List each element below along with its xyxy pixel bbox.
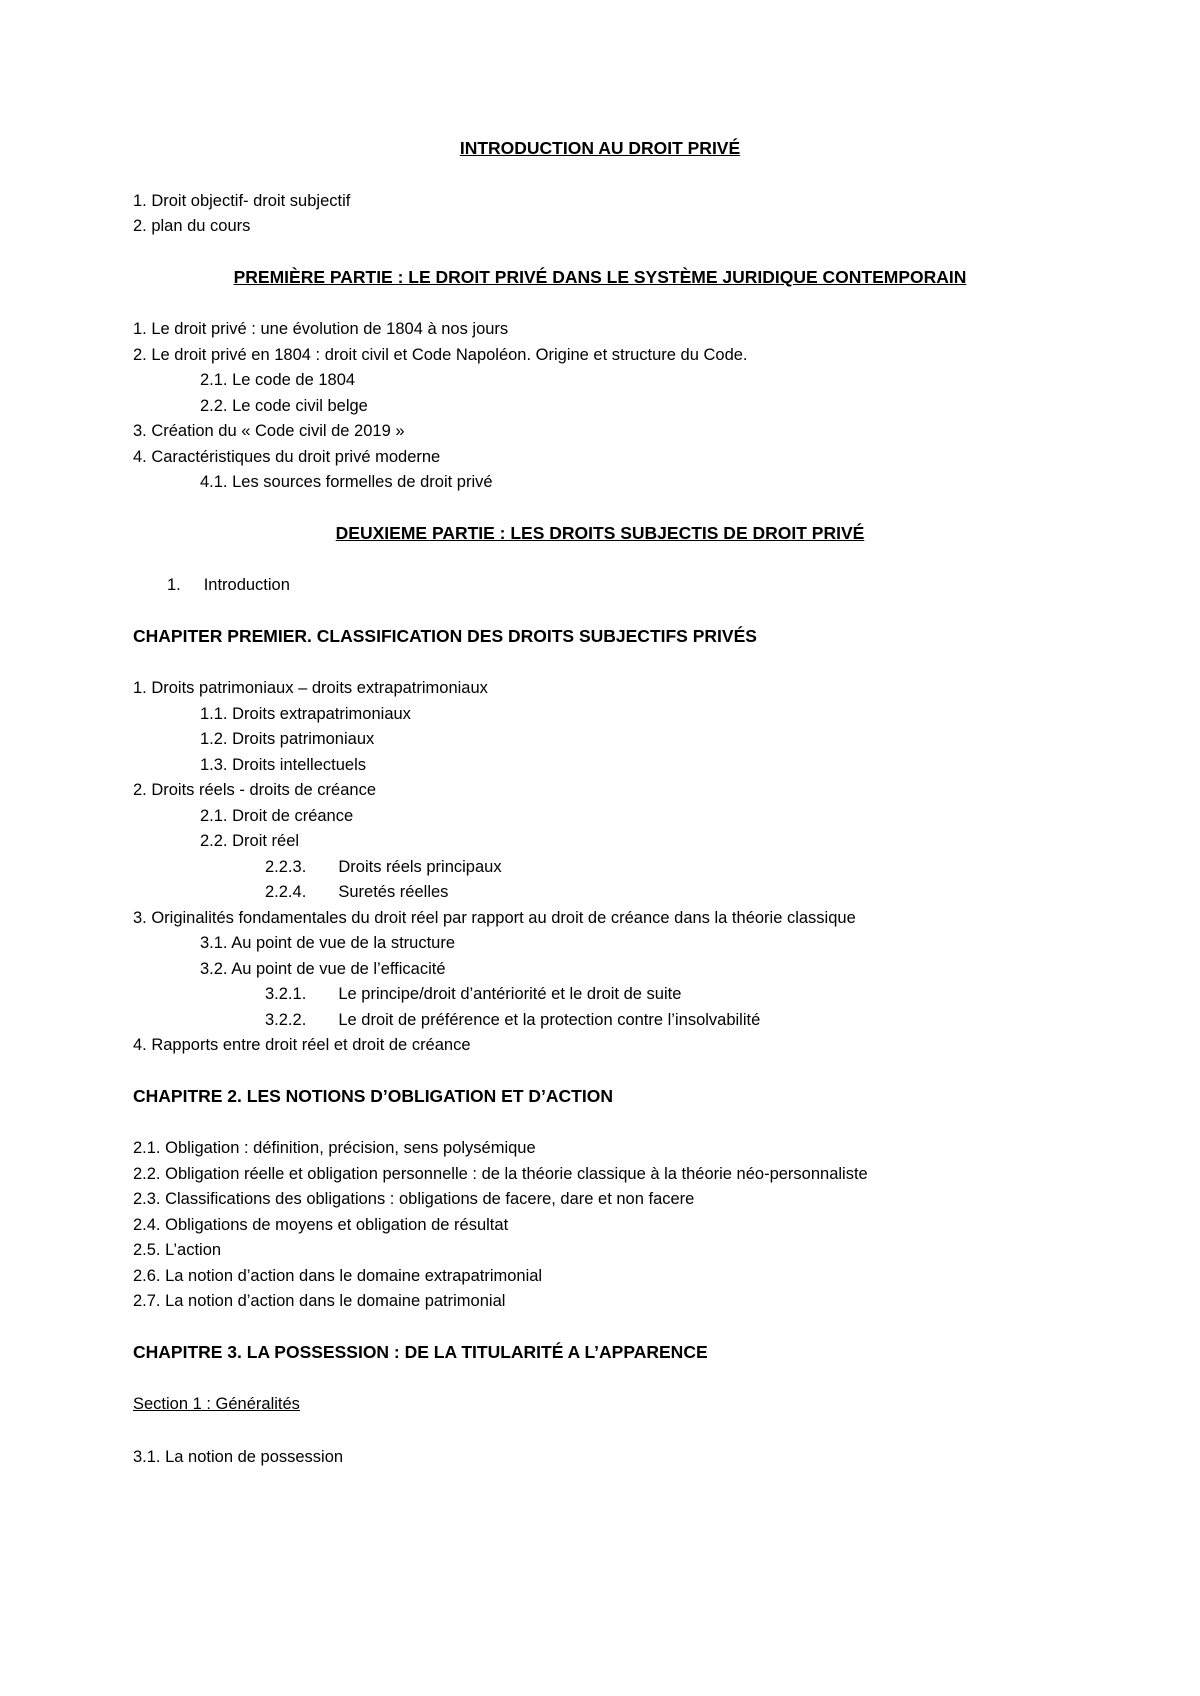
toc-item: 1.1. Droits extrapatrimoniaux xyxy=(200,704,411,723)
toc-item: 1. Introduction xyxy=(167,576,290,594)
document-title: INTRODUCTION AU DROIT PRIVÉ xyxy=(459,138,741,158)
toc-item: 3.2.2. Le droit de préférence et la protection contre l’insolvabilité xyxy=(265,1010,761,1029)
toc-item: 1. Droits patrimoniaux – droits extrapatrimoniaux xyxy=(133,679,488,697)
toc-content xyxy=(133,136,1067,1470)
toc-item: 2.2. Obligation réelle et obligation personnelle : de la théorie classique à la théorie néo-personnaliste xyxy=(133,1164,868,1183)
toc-item: 2.5. L’action xyxy=(133,1241,222,1259)
toc-item: 3. Originalités fondamentales du droit réel par rapport au droit de créance dans la théorie classique xyxy=(133,908,856,927)
toc-item: 1. Droit objectif- droit subjectif xyxy=(133,191,351,210)
toc-item: 2.3. Classifications des obligations : obligations de facere, dare et non facere xyxy=(133,1190,695,1208)
toc-item: 4.1. Les sources formelles de droit privé xyxy=(200,473,493,491)
toc-item: 4. Rapports entre droit réel et droit de créance xyxy=(133,1036,471,1054)
toc-item: 2. Le droit privé en 1804 : droit civil et Code Napoléon. Origine et structure du Code. xyxy=(133,345,748,364)
section-subheading: Section 1 : Généralités xyxy=(133,1395,300,1413)
toc-item: 2.2. Droit réel xyxy=(200,832,300,850)
chapter-heading: CHAPITRE 3. LA POSSESSION : DE LA TITULARITÉ A L’APPARENCE xyxy=(133,1341,708,1362)
toc-item: 4. Caractéristiques du droit privé moderne xyxy=(133,447,441,466)
toc-item: 3. Création du « Code civil de 2019 » xyxy=(133,422,405,440)
toc-item: 3.1. La notion de possession xyxy=(133,1447,344,1466)
toc-item: 2.6. La notion d’action dans le domaine extrapatrimonial xyxy=(133,1266,543,1285)
toc-item: 1. Le droit privé : une évolution de 1804 à nos jours xyxy=(133,320,509,338)
toc-item: 1.3. Droits intellectuels xyxy=(200,755,366,774)
toc-item: 2.1. Droit de créance xyxy=(200,806,354,825)
toc-item: 2. Droits réels - droits de créance xyxy=(133,781,377,799)
toc-item: 2.4. Obligations de moyens et obligation de résultat xyxy=(133,1215,509,1234)
toc-item: 3.2. Au point de vue de l’efficacité xyxy=(200,959,446,978)
chapter-heading: CHAPITER PREMIER. CLASSIFICATION DES DROITS SUBJECTIFS PRIVÉS xyxy=(133,625,757,646)
toc-item: 3.1. Au point de vue de la structure xyxy=(200,934,456,952)
toc-item: 2.2.3. Droits réels principaux xyxy=(265,857,502,876)
toc-item: 1.2. Droits patrimoniaux xyxy=(200,730,375,748)
toc-item: 3.2.1. Le principe/droit d’antériorité et le droit de suite xyxy=(265,985,682,1003)
document-title: PREMIÈRE PARTIE : LE DROIT PRIVÉ DANS LE SYSTÈME JURIDIQUE CONTEMPORAIN xyxy=(233,266,967,287)
toc-item: 2.2. Le code civil belge xyxy=(200,396,368,415)
toc-item: 2.1. Obligation : définition, précision, sens polysémique xyxy=(133,1139,536,1157)
chapter-heading: CHAPITRE 2. LES NOTIONS D’OBLIGATION ET D’ACTION xyxy=(133,1085,613,1106)
toc-item: 2. plan du cours xyxy=(133,217,251,235)
toc-item: 2.1. Le code de 1804 xyxy=(200,371,356,389)
toc-item: 2.2.4. Suretés réelles xyxy=(265,883,449,901)
toc-item: 2.7. La notion d’action dans le domaine patrimonial xyxy=(133,1292,506,1310)
document-title: DEUXIEME PARTIE : LES DROITS SUBJECTIS DE DROIT PRIVÉ xyxy=(335,522,865,543)
